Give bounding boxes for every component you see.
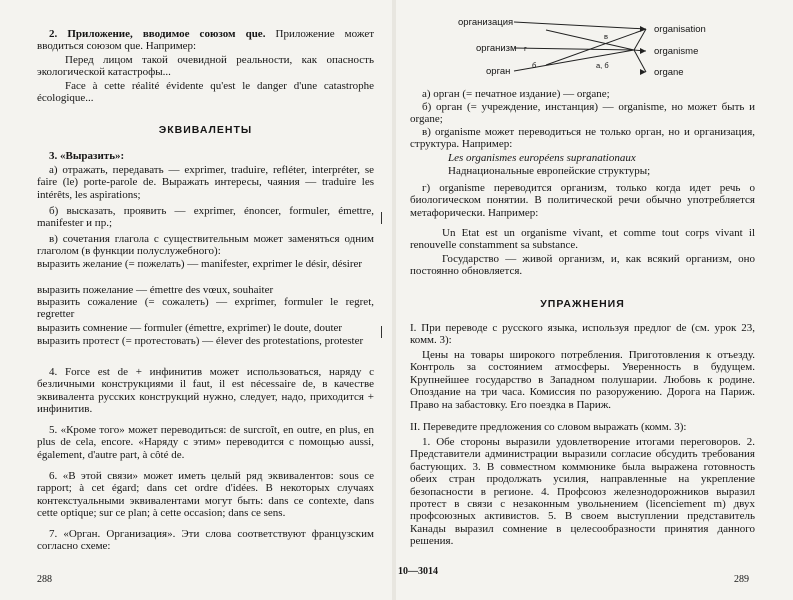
section-3a: а) отражать, передавать — exprimer, traduire, refléter, interpréter, se faire (le) porte-parole de. Выражать интересы, чаяния — traduire les intérêts, les aspirations; — [37, 164, 374, 201]
verb-combo-1: выразить желание (= пожелать) — manifester, exprimer le désir, désirer — [37, 258, 363, 270]
section-3b: б) высказать, проявить — exprimer, énoncer, formuler, émettre, manifester и пр.; — [37, 205, 374, 230]
exercise-2-body: 1. Обе стороны выразили удовлетворение итогами переговоров. 2. Представители администрации выразили согласие обсудить требования бастующих. 3. В совместном коммюнике была выражена готовность обеих стран продолжать усилия, направленные на укрепление безопасности в регионе. 4. Профсоюз железнодорожников выразил протест в связи с незаконным увольнением (licenciement m) двух профсоюзных активистов. 5. В своем выступлении представитель Канады выразил сомнение в целесообразности принятия данного решения. — [410, 436, 755, 548]
arrow-line — [514, 22, 646, 29]
verb-combo-4: выразить сомнение — formuler (émettre, exprimer) le doute, douter — [37, 322, 343, 334]
diagram-right-label: organisation — [654, 24, 706, 35]
equivalents-heading: ЭКВИВАЛЕНТЫ — [158, 124, 253, 136]
section-4: 4. Force est de + инфинитив может использоваться, наряду с безличными конструкциями il faut, il est nécessaire de, в качестве эквивалента русских конструкций нужно, следует, надо, приходится + инфинитив. — [37, 366, 374, 416]
arrow-label: б — [532, 61, 537, 70]
arrow-label: а, б — [596, 61, 609, 70]
arrowhead — [640, 48, 646, 54]
arrow-line — [514, 48, 634, 50]
note-b: б) орган (= учреждение, инстанция) — organisme, но может быть и organe; — [410, 101, 755, 126]
left-page — [0, 0, 392, 600]
page-number-right: 289 — [734, 574, 749, 585]
example-fr: Face à cette réalité évidente qu'est le danger d'une catastrophe écologique... — [37, 80, 374, 105]
arrow-label: в — [604, 32, 608, 41]
note-v-example-ru: Наднациональные европейские структуры; — [448, 165, 651, 177]
note-v: в) organisme может переводиться не только орган, но и организация, структура. Например: — [410, 126, 755, 151]
diagram-right-label: organisme — [654, 46, 699, 57]
diagram-left-label: орган — [486, 66, 511, 77]
page-number-left: 288 — [37, 574, 52, 585]
right-page — [396, 0, 793, 600]
note-g: г) organisme переводится организм, только когда идет речь о биологическом понятии. В политической речи обычно употребляется метафорически. Например: — [410, 182, 755, 219]
exercise-1-body: Цены на товары широкого потребления. Приготовления к отъезду. Контроль за состоянием атмосферы. Уверенность в будущем. Крупнейшее государство в Западном полушарии. Любовь к родине. Опоздание на три часа. Комиссия по разоружению. Дорога на Париж. Право на забастовку. Его поездка в Париж. — [410, 349, 755, 411]
verb-combo-5: выразить протест (= протестовать) — élever des protestations, protester — [37, 335, 364, 347]
diagram-left-label: организация — [458, 17, 514, 28]
section-3c: в) сочетания глагола с существительным может заменяться одним глаголом (в функции полуслужебного): — [37, 233, 374, 258]
margin-mark — [381, 212, 382, 224]
arrow-label: г — [524, 44, 527, 53]
section-7: 7. «Орган. Организация». Эти слова соответствуют французским согласно схеме: — [37, 528, 374, 553]
note-a: а) орган (= печатное издание) — organe; — [422, 88, 610, 100]
note-g-example-fr: Un Etat est un organisme vivant, et comme tout corps vivant il renouvelle constamment sa substance. — [410, 227, 755, 252]
word-mapping-diagram — [396, 0, 793, 90]
section-6: 6. «В этой связи» может иметь целый ряд эквивалентов: sous ce rapport; à cet égard; dans cet ordre d'idées. В некоторых случаях контекстуальными эквивалентами могут быть: dans ce contexte, dans cette optique; sur ce plan; à cette occasion; dans ce sens. — [37, 470, 374, 520]
arrow-line — [546, 30, 634, 50]
exercise-1-title: I. При переводе с русского языка, используя предлог de (см. урок 23, комм. 3): — [410, 322, 755, 347]
section-3-heading: 3. «Выразить»: — [49, 150, 125, 162]
diagram-left-label: организм — [476, 43, 517, 54]
note-g-example-ru: Государство — живой организм, и, как всякий организм, оно постоянно обновляется. — [410, 253, 755, 278]
section-5: 5. «Кроме того» может переводиться: de surcroît, en outre, en plus, en plus de cela, encore. «Наряду с этим» переводится с помощью aussi, également, d'autre part, à côté de. — [37, 424, 374, 461]
section-2-text: Приложение может вводиться союзом que. Например: — [37, 28, 375, 53]
apposition-paragraph — [37, 28, 374, 53]
note-v-example-fr: Les organismes européens supranationaux — [448, 152, 636, 164]
exercise-2-title: II. Переведите предложения со словом выражать (комм. 3): — [410, 421, 687, 433]
section-2-heading: 2. Приложение, вводимое союзом que. — [49, 28, 266, 40]
diagram-arrows — [396, 0, 793, 90]
exercises-heading: УПРАЖНЕНИЯ — [540, 298, 625, 310]
verb-combo-2: выразить пожелание — émettre des vœux, souhaiter — [37, 284, 274, 296]
example-ru: Перед лицом такой очевидной реальности, как опасность экологической катастрофы... — [37, 54, 374, 79]
margin-mark — [381, 326, 382, 338]
diagram-right-label: organe — [654, 67, 684, 78]
verb-combo-3: выразить сожаление (= сожалеть) — exprimer, formuler le regret, regretter — [37, 296, 374, 321]
signature-mark: 10—3014 — [398, 566, 438, 577]
